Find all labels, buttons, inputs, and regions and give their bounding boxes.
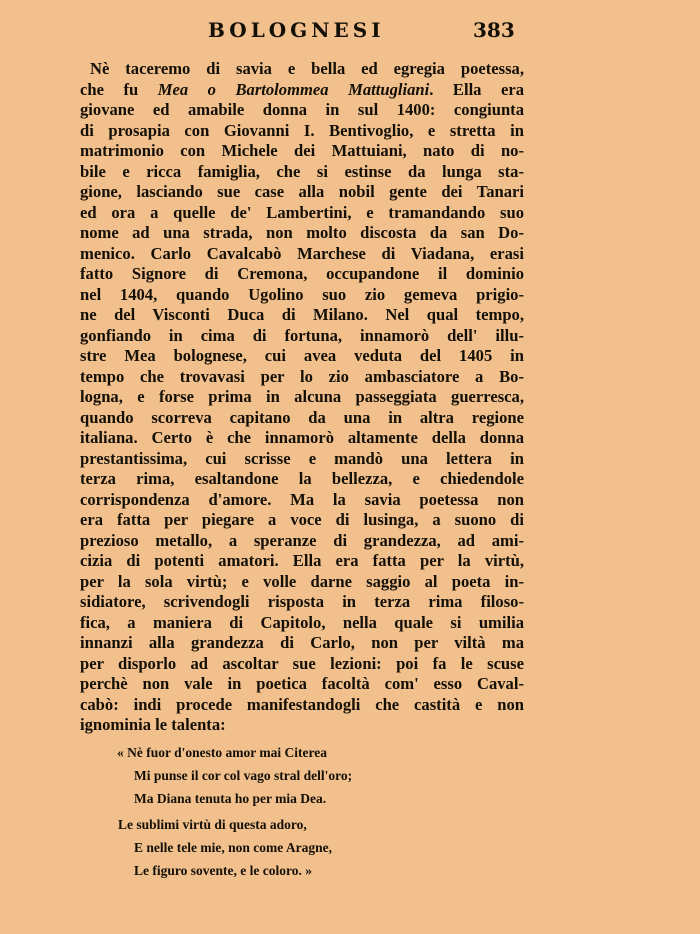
text-line: gione, lasciando sue case alla nobil gente dei Tanari xyxy=(80,182,524,201)
text-line: nome ad una strada, non molto discosta da san Do- xyxy=(80,223,524,242)
text-line: prezioso metallo, a speranze di grandezza, ad ami- xyxy=(80,530,524,550)
text-line: corrispondenza d'amore. Ma la savia poetessa non xyxy=(80,489,524,509)
text-line: matrimonio con Michele dei Mattuiani, nato di no- xyxy=(80,141,524,160)
italic-name: Mea o Bartolommea Mattugliani xyxy=(157,79,430,99)
text-line: prestantissima, cui scrisse e mandò una lettera in xyxy=(80,448,524,468)
text-segment: che fu xyxy=(80,79,158,99)
text-line: per la sola virtù; e volle darne saggio al poeta in- xyxy=(80,571,524,591)
text-line: di prosapia con Giovanni I. Bentivoglio, e stretta in xyxy=(80,120,524,140)
text-line: stre Mea bolognese, cui avea veduta del 1405 in xyxy=(80,346,524,365)
text-line: giovane ed amabile donna in sul 1400: congiunta xyxy=(80,100,524,119)
text-line: ne del Visconti Duca di Milano. Nel qual tempo, xyxy=(80,305,524,324)
text-line: tempo che trovavasi per lo zio ambasciatore a Bo- xyxy=(80,366,524,386)
text-line: sidiatore, scrivendogli risposta in terza rima filoso- xyxy=(80,592,524,611)
verse-line: Ma Diana tenuta ho per mia Dea. xyxy=(134,791,327,806)
text-line: innanzi alla grandezza di Carlo, non per viltà ma xyxy=(80,633,524,652)
text-line: cizia di potenti amatori. Ella era fatta per la virtù, xyxy=(80,551,524,570)
text-line: nel 1404, quando Ugolino suo zio gemeva prigio- xyxy=(80,284,524,304)
verse-line: E nelle tele mie, non come Aragne, xyxy=(134,840,332,855)
text-line: terza rima, esaltandone la bellezza, e chiedendole xyxy=(80,469,524,488)
page-number: 383 xyxy=(473,18,515,42)
verse-line: Mi punse il cor col vago stral dell'oro; xyxy=(134,768,353,783)
verse-line: « Nè fuor d'onesto amor mai Citerea xyxy=(117,745,327,760)
text-line: quando scorreva capitano da una in altra regione xyxy=(80,407,524,427)
text-line: ignominia le talenta: xyxy=(80,715,226,734)
running-title: BOLOGNESI xyxy=(208,18,385,42)
text-line xyxy=(80,79,524,100)
text-line: fica, a maniera di Capitolo, nella quale si umilia xyxy=(80,612,524,632)
text-line: per disporlo ad ascoltar sue lezioni: poi fa le scuse xyxy=(80,653,524,673)
text-segment: . Ella era xyxy=(429,79,525,99)
verse-line: Le sublimi virtù di questa adoro, xyxy=(118,817,307,832)
text-line: gonfiando in cima di fortuna, innamorò dell' illu- xyxy=(80,325,524,345)
text-line: italiana. Certo è che innamorò altamente della donna xyxy=(80,428,524,447)
text-line: fatto Signore di Cremona, occupandone il dominio xyxy=(80,264,524,283)
text-line: logna, e forse prima in alcuna passeggiata guerresca, xyxy=(80,387,524,406)
text-line: Nè taceremo di savia e bella ed egregia poetessa, xyxy=(90,59,524,78)
verse-line: Le figuro sovente, e le coloro. » xyxy=(134,863,312,878)
text-line: perchè non vale in poetica facoltà com' esso Caval- xyxy=(80,674,524,693)
text-line: menico. Carlo Cavalcabò Marchese di Viadana, erasi xyxy=(80,243,524,263)
text-line: ed ora a quelle de' Lambertini, e tramandando suo xyxy=(80,202,524,222)
text-line: bile e ricca famiglia, che si estinse da lunga sta- xyxy=(80,161,524,181)
text-line: era fatta per piegare a voce di lusinga, a suono di xyxy=(80,510,524,529)
page-header xyxy=(0,18,700,46)
text-line: cabò: indi procede manifestandogli che castità e non xyxy=(80,694,524,714)
